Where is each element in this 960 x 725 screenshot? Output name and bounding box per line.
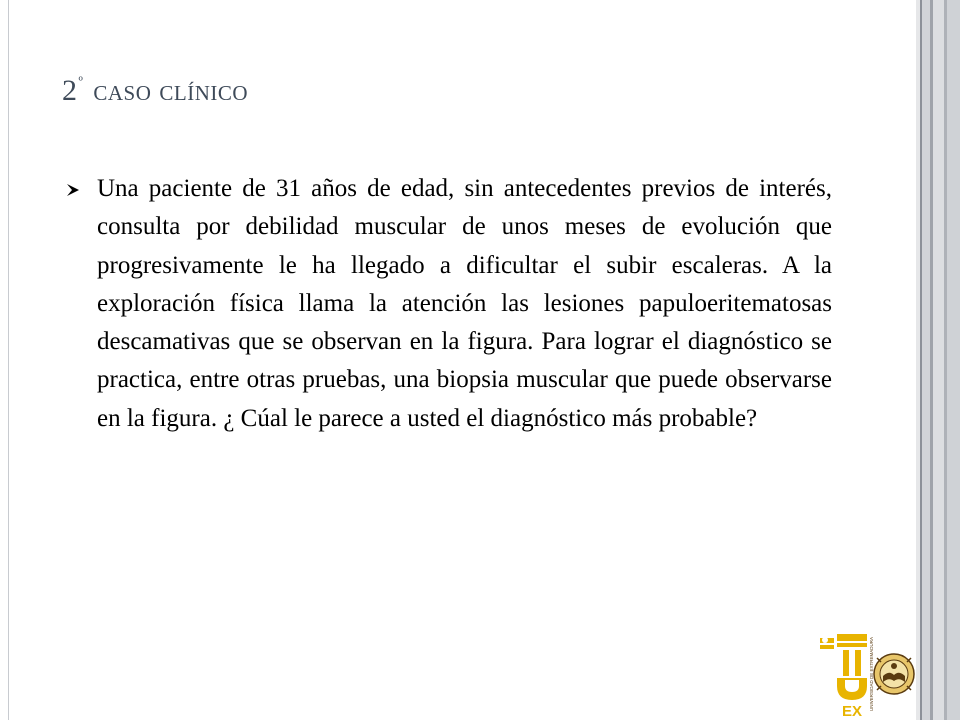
uex-logo-icon [820,634,867,720]
left-border-line [8,0,9,720]
seal-text: UNIVERSIDAD DE EXTREMADURA [869,636,874,712]
uex-logo-text: EX [841,703,863,720]
title-number: 2 [62,74,78,107]
bullet-item [66,170,832,438]
university-logos [815,628,915,720]
right-decorative-bars [916,0,960,720]
university-seal-icon [874,654,914,694]
logos-area [815,628,915,720]
title-text: caso clínico [93,74,249,107]
arrow-bullet-icon [66,183,82,197]
bullet-text: Una paciente de 31 años de edad, sin antecedentes previos de interés, consulta por debilidad muscular de unos meses de evolución que progresivamente le ha llegado a dificultar el subir escaleras. A la exploración física llama la atención las lesiones papuloeritematosas descamativas que se observan en la figura. Para lograr el diagnóstico se practica, entre otras pruebas, una biopsia muscular que puede observarse en la figura. ¿ Cúal le parece a usted el diagnóstico más probable? [97,175,832,432]
slide-title [62,74,248,108]
title-ordinal: º [78,75,84,90]
